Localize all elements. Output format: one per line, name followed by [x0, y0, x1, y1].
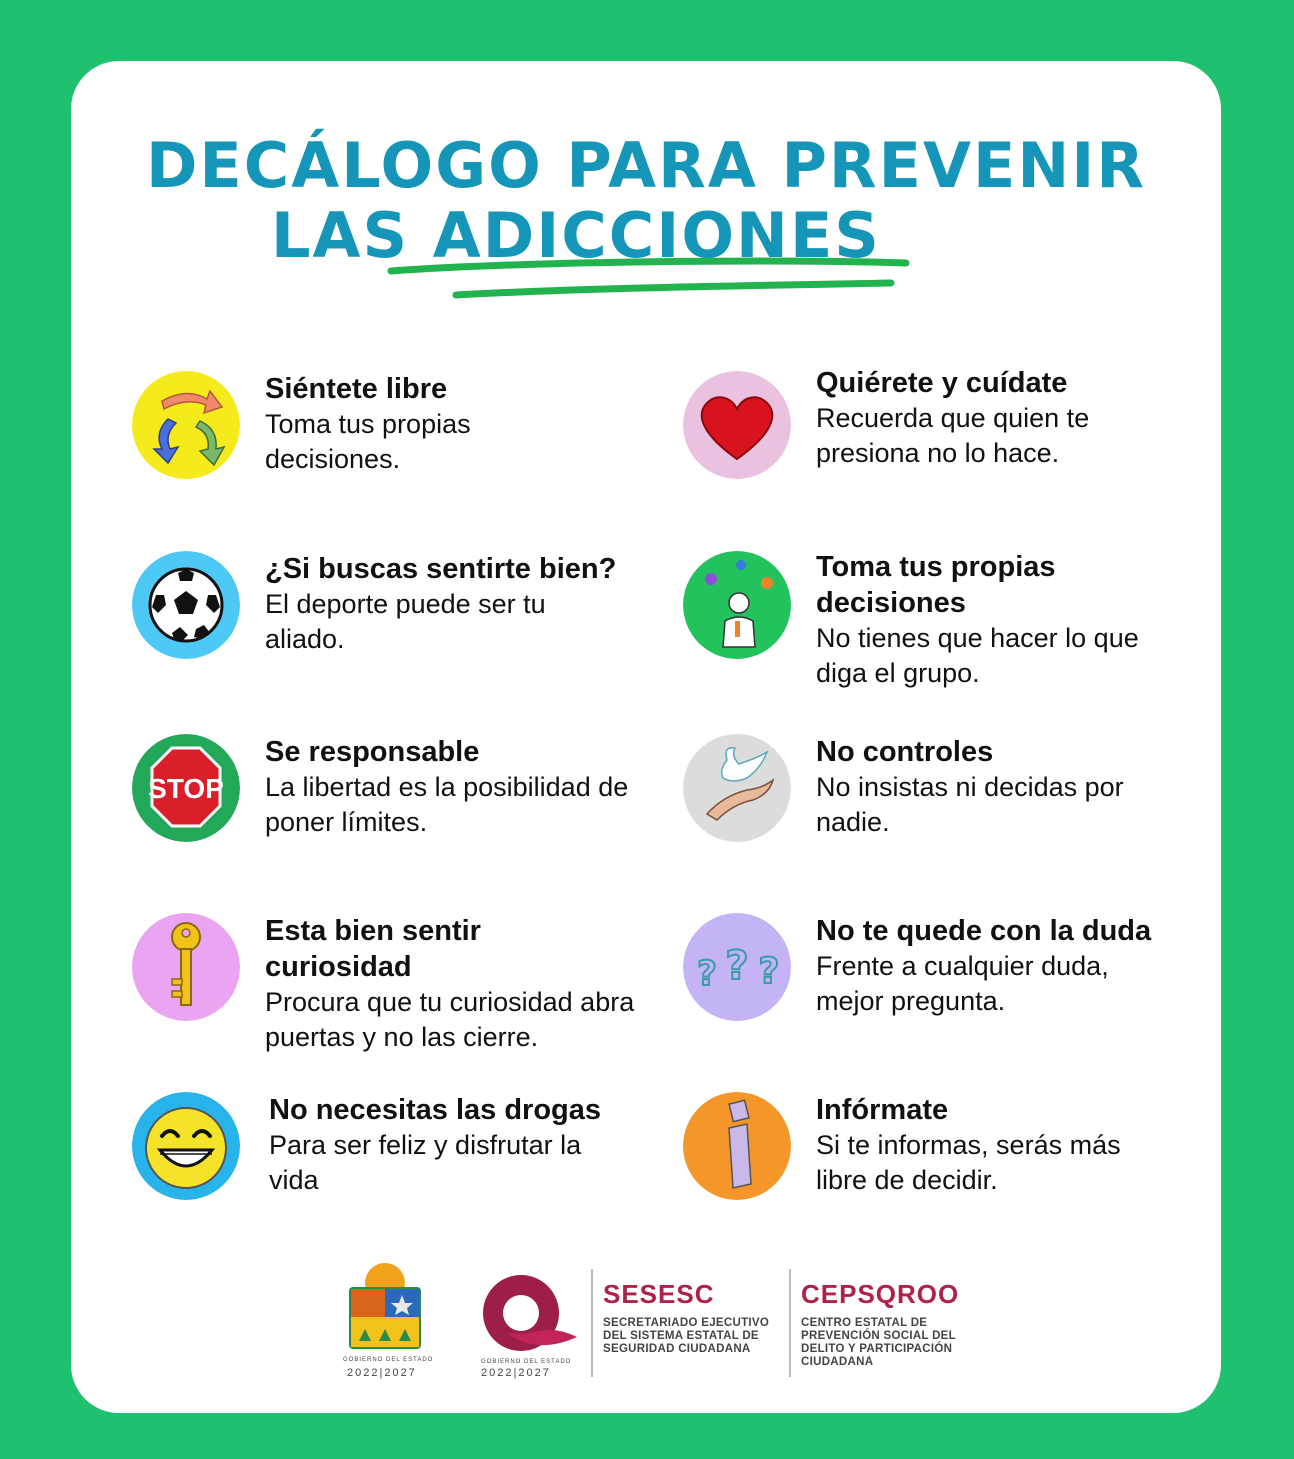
state-seal-logo: [345, 1259, 425, 1355]
heart-icon: [683, 371, 791, 479]
title-line-2: LAS ADICCIONES: [271, 199, 881, 272]
svg-text:STOP: STOP: [148, 773, 224, 804]
item-text: El deporte puede ser tu aliado.: [265, 589, 546, 654]
item-text: Procura que tu curiosidad abra puertas y no las cierre.: [265, 987, 635, 1052]
svg-text:?: ?: [758, 951, 780, 992]
dove-hand-icon: [683, 734, 791, 842]
sesesc-title: SESESC: [603, 1279, 715, 1309]
state-seal-caption: GOBIERNO DEL ESTADO: [343, 1357, 434, 1363]
item-text: Para ser feliz y disfrutar la vida: [269, 1130, 582, 1195]
item-heading: Siéntete libre: [265, 373, 448, 405]
item-heading: No controles: [816, 736, 994, 768]
item-text: Frente a cualquier duda, mejor pregunta.: [816, 951, 1109, 1016]
thinking-person-icon: [683, 551, 791, 659]
item-text: Si te informas, serás más libre de decidir.: [816, 1130, 1121, 1195]
cepsqroo-title: CEPSQROO: [801, 1279, 960, 1309]
q-logo-years: 2022|2027: [481, 1367, 551, 1379]
item-text: La libertad es la posibilidad de poner límites.: [265, 772, 629, 837]
sesesc-subtitle: SECRETARIADO EJECUTIVO DEL SISTEMA ESTATAL DE SEGURIDAD CIUDADANA: [603, 1317, 770, 1355]
question-marks-icon: [683, 913, 791, 1021]
smiley-icon: [132, 1092, 240, 1200]
stop-sign-icon: [132, 734, 240, 842]
title-line-1: DECÁLOGO PARA PREVENIR: [145, 129, 1147, 202]
q-logo-caption: GOBIERNO DEL ESTADO: [481, 1359, 572, 1365]
title-underline: [381, 253, 921, 303]
item-heading: Quiérete y cuídate: [816, 367, 1068, 399]
item-heading: No necesitas las drogas: [269, 1094, 602, 1126]
info-icon: [683, 1092, 791, 1200]
item-heading: No te quede con la duda: [816, 915, 1152, 947]
cepsqroo-subtitle: CENTRO ESTATAL DE PREVENCIÓN SOCIAL DEL DELITO Y PARTICIPACIÓN CIUDADANA: [801, 1317, 956, 1368]
item-text: No tienes que hacer lo que diga el grupo.: [816, 623, 1139, 688]
svg-text:?: ?: [697, 954, 717, 994]
footer-divider: [591, 1269, 593, 1377]
item-heading: Esta bien sentir curiosidad: [265, 915, 481, 983]
arrows-icon: [132, 371, 240, 479]
key-icon: [132, 913, 240, 1021]
item-heading: Infórmate: [816, 1094, 949, 1126]
item-text: No insistas ni decidas por nadie.: [816, 772, 1124, 837]
svg-text:?: ?: [725, 943, 749, 989]
item-text: Recuerda que quien te presiona no lo hace.: [816, 403, 1090, 468]
soccer-ball-icon: [132, 551, 240, 659]
item-heading: Se responsable: [265, 736, 480, 768]
q-logo: [477, 1271, 581, 1357]
item-text: Toma tus propias decisiones.: [265, 409, 471, 474]
poster-card: [71, 61, 1221, 1413]
item-heading: ¿Si buscas sentirte bien?: [265, 553, 617, 585]
state-seal-years: 2022|2027: [347, 1367, 417, 1379]
footer-logos: [341, 1259, 981, 1389]
footer-divider: [789, 1269, 791, 1377]
item-heading: Toma tus propias decisiones: [816, 551, 1056, 619]
